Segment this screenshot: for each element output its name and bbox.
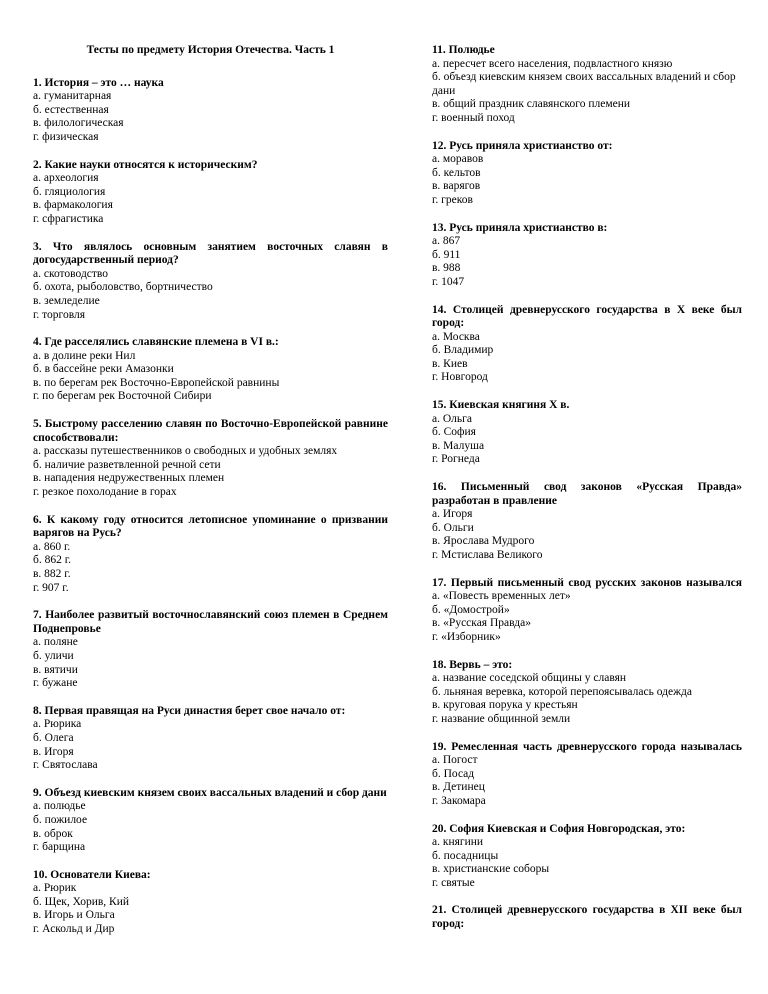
answer-option: г. греков	[432, 193, 473, 206]
answer-option: в. христианские соборы	[432, 863, 550, 876]
answer-option: в. 988	[432, 262, 461, 275]
answer-option: а. скотоводство	[33, 267, 109, 280]
answer-option: а. 867	[432, 235, 461, 248]
question-block	[33, 705, 388, 773]
answer-option: г. резкое похолодание в горах	[33, 486, 177, 499]
answer-option: в. Детинец	[432, 781, 485, 794]
answer-option: а. пересчет всего населения, подвластного князю	[432, 57, 673, 70]
answer-option: а. поляне	[33, 636, 78, 649]
answer-option: б. 862 г.	[33, 554, 72, 567]
answer-option: в. Ярослава Мудрого	[432, 535, 535, 548]
answer-option: г. Аскольд и Дир	[33, 923, 115, 936]
right-column	[432, 44, 742, 946]
answer-option: б. охота, рыболовство, бортничество	[33, 281, 213, 294]
answer-option: г. Новгород	[432, 371, 488, 384]
answer-option: г. 1047	[432, 275, 465, 288]
question-block	[33, 418, 388, 500]
answer-option: а. рассказы путешественников о свободных и удобных землях	[33, 445, 338, 458]
answer-option: б. Владимир	[432, 344, 494, 357]
question-text: 5. Быстрому расселению славян по Восточно-Европейской равнине способствовали:	[33, 418, 388, 444]
question-block	[432, 222, 742, 290]
question-block	[432, 659, 742, 727]
answer-option: в. Игорь и Ольга	[33, 909, 115, 922]
question-text: 16. Письменный свод законов «Русская Правда» разработан в правление	[432, 481, 742, 507]
question-text: 14. Столицей древнерусского государства в X веке был город:	[432, 303, 742, 330]
answer-option: в. нападения недружественных племен	[33, 472, 225, 485]
answer-option: в. Киев	[432, 357, 468, 370]
answer-option: в. по берегам рек Восточно-Европейской равнины	[33, 376, 280, 389]
answer-option: б. София	[432, 426, 476, 439]
answer-option: в. фармакология	[33, 199, 113, 212]
answer-option: а. моравов	[432, 153, 484, 166]
answer-option: б. посадницы	[432, 849, 499, 862]
answer-option: б. 911	[432, 248, 461, 261]
answer-option: а. в долине реки Нил	[33, 349, 136, 362]
answer-option: г. бужане	[33, 677, 78, 690]
answer-option: б. льняная веревка, которой перепоясывалась одежда	[432, 685, 692, 698]
question-text: 7. Наиболее развитый восточнославянский союз племен в Среднем Поднепровье	[33, 609, 388, 635]
answer-option: а. «Повесть временных лет»	[432, 590, 571, 603]
question-block	[33, 241, 388, 323]
question-block	[432, 399, 742, 467]
question-block	[33, 514, 388, 596]
answer-option: г. Рогнеда	[432, 453, 480, 466]
answer-option: в. Малуша	[432, 439, 485, 452]
answer-option: г. Мстислава Великого	[432, 549, 543, 561]
answer-option: в. филологическая	[33, 117, 124, 130]
answer-option: в. круговая порука у крестьян	[432, 699, 578, 712]
left-question-list	[33, 77, 388, 937]
answer-option: г. 907 г.	[33, 581, 69, 594]
answer-option: г. Святослава	[33, 759, 98, 772]
answer-option: г. барщина	[33, 841, 86, 854]
question-block	[33, 869, 388, 937]
answer-option: в. Игоря	[33, 745, 74, 758]
question-block	[33, 159, 388, 227]
question-text: 20. София Киевская и София Новгородская, это:	[432, 822, 686, 835]
question-text: 15. Киевская княгиня X в.	[432, 399, 570, 412]
question-block	[33, 336, 388, 404]
answer-option: а. Игоря	[432, 508, 473, 521]
question-text: 1. История – это … наука	[33, 76, 164, 89]
question-block	[432, 577, 742, 645]
answer-option: б. объезд киевским князем своих вассальных владений и сбор дани	[432, 71, 736, 97]
answer-option: б. Ольги	[432, 521, 474, 534]
question-block	[33, 609, 388, 691]
answer-option: в. варягов	[432, 180, 481, 193]
answer-option: г. Закомара	[432, 794, 486, 807]
answer-option: б. уличи	[33, 649, 74, 662]
question-text: 8. Первая правящая на Руси династия берет свое начало от:	[33, 704, 346, 717]
answer-option: а. Москва	[432, 330, 480, 343]
question-text: 21. Столицей древнерусского государства в XII веке был город:	[432, 904, 742, 931]
question-text: 12. Русь приняла христианство от:	[432, 139, 613, 152]
answer-option: в. «Русская Правда»	[432, 617, 531, 630]
answer-option: б. гляциология	[33, 185, 106, 198]
question-text: 3. Что являлось основным занятием восточных славян в догосударственный период?	[33, 240, 388, 267]
answer-option: а. археология	[33, 172, 99, 185]
right-question-list	[432, 44, 742, 932]
page-title: Тесты по предмету История Отечества. Часть 1	[86, 44, 335, 56]
question-block	[33, 787, 388, 855]
answer-option: а. гуманитарная	[33, 90, 112, 103]
answer-option: г. святые	[432, 876, 475, 889]
answer-option: в. земледелие	[33, 294, 100, 307]
answer-option: г. по берегам рек Восточной Сибири	[33, 390, 212, 403]
answer-option: б. естественная	[33, 103, 109, 116]
question-block	[432, 904, 742, 931]
answer-option: г. сфрагистика	[33, 212, 104, 225]
answer-option: г. «Изборник»	[432, 630, 501, 643]
answer-option: а. полюдье	[33, 800, 86, 813]
question-block	[432, 823, 742, 891]
answer-option: а. название соседской общины у славян	[432, 672, 627, 685]
answer-option: а. Погост	[432, 754, 478, 767]
question-text: 13. Русь приняла христианство в:	[432, 221, 608, 234]
answer-option: г. физическая	[33, 130, 99, 143]
answer-option: а. княгини	[432, 836, 484, 849]
answer-option: в. общий праздник славянского племени	[432, 98, 631, 111]
question-block	[33, 77, 388, 145]
question-block	[432, 140, 742, 208]
question-text: 2. Какие науки относятся к историческим?	[33, 158, 258, 171]
answer-option: б. пожилое	[33, 813, 88, 826]
question-text: 18. Вервь – это:	[432, 658, 513, 671]
answer-option: в. вятичи	[33, 663, 78, 676]
question-text: 17. Первый письменный свод русских законов назывался	[432, 576, 742, 589]
question-text: 19. Ремесленная часть древнерусского города называлась	[432, 740, 742, 753]
answer-option: в. 882 г.	[33, 568, 71, 580]
answer-option: в. оброк	[33, 827, 73, 840]
question-text: 9. Объезд киевским князем своих вассальных владений и сбор дани	[33, 786, 387, 799]
answer-option: б. кельтов	[432, 166, 481, 179]
answer-option: а. Рюрик	[33, 882, 77, 895]
answer-option: г. военный поход	[432, 111, 515, 124]
answer-option: б. Олега	[33, 731, 74, 744]
question-text: 4. Где расселялись славянские племена в VI в.:	[33, 336, 279, 349]
question-block	[432, 481, 742, 563]
question-block	[432, 741, 742, 809]
answer-option: б. «Домострой»	[432, 603, 510, 616]
left-column	[33, 44, 388, 951]
answer-option: а. 860 г.	[33, 540, 71, 553]
answer-option: а. Ольга	[432, 412, 472, 425]
question-text: 6. К какому году относится летописное упоминание о призвании варягов на Русь?	[33, 513, 388, 540]
question-block	[432, 44, 742, 126]
answer-option: а. Рюрика	[33, 718, 82, 731]
answer-option: б. в бассейне реки Амазонки	[33, 363, 174, 376]
answer-option: б. наличие разветвленной речной сети	[33, 458, 221, 471]
question-text: 10. Основатели Киева:	[33, 868, 151, 881]
question-text: 11. Полюдье	[432, 44, 495, 56]
answer-option: б. Посад	[432, 767, 475, 780]
answer-option: г. торговля	[33, 308, 86, 321]
question-block	[432, 304, 742, 386]
answer-option: г. название общинной земли	[432, 712, 571, 725]
answer-option: б. Щек, Хорив, Кий	[33, 895, 130, 908]
